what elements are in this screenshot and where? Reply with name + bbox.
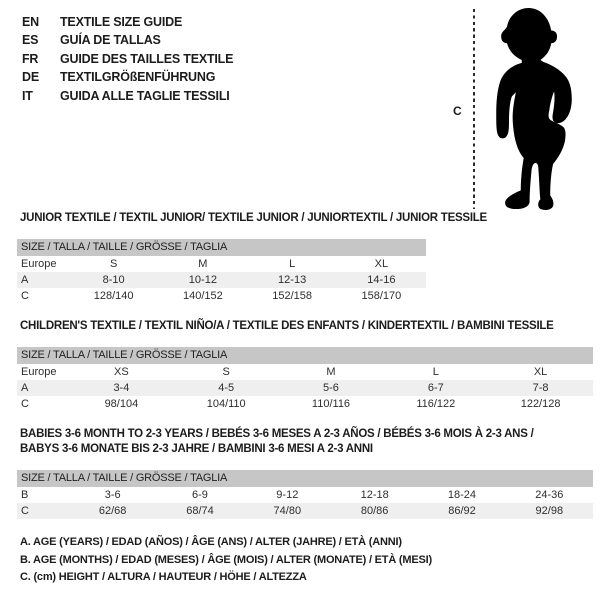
language-guide-title: GUIDE DES TAILLES TEXTILE xyxy=(60,51,234,66)
table-cell: 116/122 xyxy=(416,398,456,410)
table-cell: 158/170 xyxy=(361,290,402,302)
table-title: JUNIOR TEXTILE / TEXTIL JUNIOR/ TEXTILE JUNIOR / JUNIORTEXTIL / JUNIOR TESSILE xyxy=(20,212,487,224)
language-row-de xyxy=(22,68,233,86)
table-cell: 152/158 xyxy=(272,290,312,302)
row-label: C xyxy=(21,505,29,517)
language-row-en xyxy=(22,13,233,31)
language-row-fr xyxy=(22,50,233,68)
language-code: DE xyxy=(22,70,39,85)
row-label: Europe xyxy=(21,366,57,378)
size-table-section-3 xyxy=(17,427,593,519)
table-cell: XL xyxy=(533,366,548,378)
size-tables xyxy=(17,211,593,534)
size-table xyxy=(17,239,426,304)
table-row-c xyxy=(17,288,426,304)
table-row-b xyxy=(17,487,593,503)
size-table xyxy=(17,347,593,412)
table-cell: 122/128 xyxy=(520,398,561,410)
height-c-label: C xyxy=(453,104,462,118)
language-guide-title: GUÍA DE TALLAS xyxy=(60,33,161,48)
table-title: CHILDREN'S TEXTILE / TEXTIL NIÑO/A / TEXTILE DES ENFANTS / KINDERTEXTIL / BAMBINI TESSILE xyxy=(20,320,554,332)
size-table-section-1 xyxy=(17,211,593,304)
row-label: B xyxy=(21,489,29,501)
row-label: Europe xyxy=(21,258,57,270)
table-cell: 140/152 xyxy=(182,290,223,302)
table-cell: 12-13 xyxy=(278,274,307,286)
table-cell: 3-4 xyxy=(113,382,130,394)
table-cell: M xyxy=(198,258,208,270)
table-cell: 6-9 xyxy=(192,489,208,501)
table-cell: 3-6 xyxy=(104,489,121,501)
table-cell: L xyxy=(289,258,296,270)
legend-line-b: B. AGE (MONTHS) / EDAD (MESES) / ÂGE (MOIS) / ALTER (MONATE) / ETÀ (MESI) xyxy=(20,553,432,566)
table-cell: 128/140 xyxy=(93,290,134,302)
table-row-a xyxy=(17,380,593,396)
table-cell: 86/92 xyxy=(448,505,476,517)
language-code: IT xyxy=(22,88,33,103)
table-cell: 4-5 xyxy=(218,382,235,394)
table-cell: M xyxy=(326,366,336,378)
table-cell: 74/80 xyxy=(273,505,302,517)
legend-line-c: C. (cm) HEIGHT / ALTURA / HAUTEUR / HÖHE / ALTEZZA xyxy=(20,571,307,583)
language-title-list xyxy=(22,13,233,105)
language-row-it xyxy=(22,87,233,105)
table-row-c xyxy=(17,503,593,519)
size-header-bar: SIZE / TALLA / TAILLE / GRÖSSE / TAGLIA xyxy=(17,347,593,364)
table-title: BABIES 3-6 MONTH TO 2-3 YEARS / BEBÉS 3-6 MESES A 2-3 AÑOS / BÉBÉS 3-6 MOIS À 2-3 ANS / xyxy=(20,428,534,440)
table-cell: 6-7 xyxy=(427,382,444,394)
legend-line-a: A. AGE (YEARS) / EDAD (AÑOS) / ÂGE (ANS) / ALTER (JAHRE) / ETÀ (ANNI) xyxy=(20,536,402,548)
table-cell: 80/86 xyxy=(360,505,389,517)
table-cell: 104/110 xyxy=(206,398,246,410)
table-cell: 7-8 xyxy=(532,382,549,394)
row-label: A xyxy=(21,382,29,394)
language-guide-title: TEXTILE SIZE GUIDE xyxy=(60,15,183,29)
size-header-bar: SIZE / TALLA / TAILLE / GRÖSSE / TAGLIA xyxy=(17,470,593,487)
table-cell: 24-36 xyxy=(535,489,564,501)
table-cell: 8-10 xyxy=(102,274,125,286)
table-cell: 14-16 xyxy=(367,274,396,286)
table-cell: S xyxy=(109,258,118,270)
size-table xyxy=(17,470,593,519)
table-cell: S xyxy=(222,366,230,378)
table-cell: 68/74 xyxy=(186,505,214,517)
table-cell: 12-18 xyxy=(360,489,389,501)
measure-legend xyxy=(20,534,432,587)
table-cell: 10-12 xyxy=(188,274,217,286)
language-code: ES xyxy=(22,33,39,48)
table-cell: 62/68 xyxy=(98,505,127,517)
table-cell: 92/98 xyxy=(535,505,564,517)
table-cell: 9-12 xyxy=(276,489,299,501)
table-row-europe xyxy=(17,364,593,380)
toddler-silhouette xyxy=(487,6,582,212)
table-cell: 18-24 xyxy=(447,489,477,501)
row-label: C xyxy=(21,290,29,302)
table-row-c xyxy=(17,396,593,412)
table-title: BABYS 3-6 MONATE BIS 2-3 JAHRE / BAMBINI 3-6 MESI A 2-3 ANNI xyxy=(20,443,373,455)
row-label: C xyxy=(21,398,29,410)
language-code: EN xyxy=(22,15,39,29)
size-table-section-2 xyxy=(17,319,593,412)
height-measure-dashed-line xyxy=(473,9,475,209)
table-cell: XS xyxy=(114,366,129,378)
table-row-europe xyxy=(17,256,426,272)
language-guide-title: TEXTILGRÖßENFÜHRUNG xyxy=(60,70,216,85)
table-cell: 5-6 xyxy=(323,382,339,394)
language-code: FR xyxy=(22,51,39,66)
table-cell: XL xyxy=(374,258,389,270)
size-header-bar: SIZE / TALLA / TAILLE / GRÖSSE / TAGLIA xyxy=(17,239,426,256)
row-label: A xyxy=(21,274,29,286)
table-cell: 98/104 xyxy=(104,398,139,410)
language-guide-title: GUIDA ALLE TAGLIE TESSILI xyxy=(60,88,230,103)
table-row-a xyxy=(17,272,426,288)
table-cell: 110/116 xyxy=(311,398,351,410)
toddler-silhouette-path xyxy=(496,8,572,210)
language-row-es xyxy=(22,31,233,49)
table-cell: L xyxy=(432,366,439,378)
